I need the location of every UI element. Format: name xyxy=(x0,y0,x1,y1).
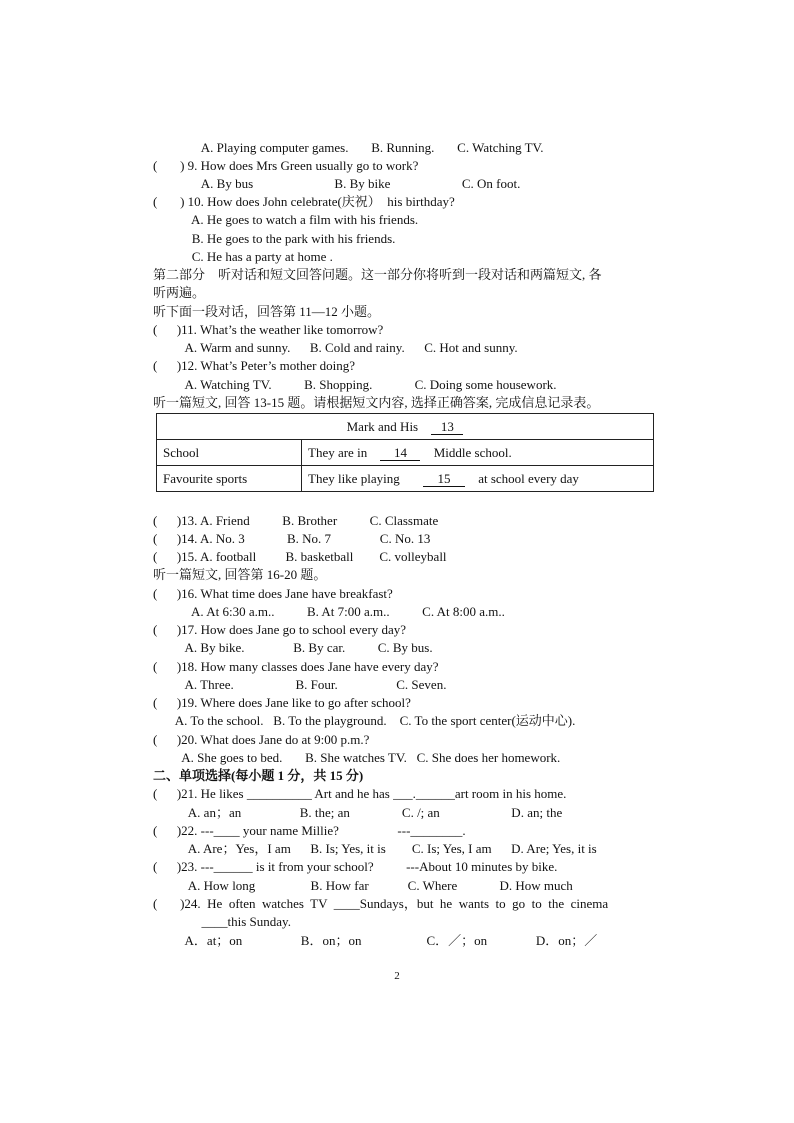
q12-options: A. Watching TV. B. Shopping. C. Doing some housework. xyxy=(156,377,557,392)
passage1-instruction: 听一篇短文, 回答 13-15 题。请根据短文内容, 选择正确答案, 完成信息记录表。 xyxy=(153,395,600,410)
q9-options: A. By bus B. By bike C. On foot. xyxy=(156,176,521,191)
q10-option-b: B. He goes to the park with his friends. xyxy=(156,231,396,246)
q21-stem: ( )21. He likes __________ Art and he has ___.______art room in his home. xyxy=(153,786,567,801)
q24-stem: ( )24. He often watches TV ____Sundays，but he wants to go to the cinema xyxy=(153,896,609,911)
q19-stem: ( )19. Where does Jane like to go after school? xyxy=(153,695,411,710)
blank-14: 14 xyxy=(380,446,420,461)
q23-options: A. How long B. How far C. Where D. How much xyxy=(156,878,573,893)
q24-options: A．at；on B．on；on C．／；on D．on；／ xyxy=(156,933,598,948)
blank-15: 15 xyxy=(423,472,465,487)
q18-stem: ( )18. How many classes does Jane have every day? xyxy=(153,659,439,674)
dialogue-instruction: 听下面一段对话，回答第 11—12 小题。 xyxy=(153,304,381,319)
q19-options: A. To the school. B. To the playground. C. To the sport center(运动中心). xyxy=(156,713,576,728)
table-title-row xyxy=(157,414,654,440)
q23-stem: ( )23. ---______ is it from your school? ---About 10 minutes by bike. xyxy=(153,859,558,874)
table-row xyxy=(157,440,654,466)
q22-options: A. Are；Yes，I am B. Is; Yes, it is C. Is; Yes, I am D. Are; Yes, it is xyxy=(156,841,597,856)
q21-options: A. an；an B. the; an C. /; an D. an; the xyxy=(156,805,563,820)
part2-instruction-cont: 听两遍。 xyxy=(153,285,206,300)
table-row xyxy=(157,466,654,492)
q22-stem: ( )22. ---____ your name Millie? ---________. xyxy=(153,823,466,838)
q24-stem-cont: ____this Sunday. xyxy=(156,914,291,929)
row-value-school xyxy=(302,440,654,466)
table-title-cell xyxy=(157,414,654,440)
q16-options: A. At 6:30 a.m.. B. At 7:00 a.m.. C. At 8:00 a.m.. xyxy=(156,604,505,619)
q10-option-a: A. He goes to watch a film with his friends. xyxy=(156,212,419,227)
page-number: 2 xyxy=(394,970,400,982)
row-label-school: School xyxy=(157,440,302,466)
q11-options: A. Warm and sunny. B. Cold and rainy. C. Hot and sunny. xyxy=(156,340,518,355)
blank-13: 13 xyxy=(431,420,463,435)
q9-stem: ( ) 9. How does Mrs Green usually go to work? xyxy=(153,158,419,173)
q10-stem: ( ) 10. How does John celebrate(庆祝） his birthday? xyxy=(153,194,455,209)
section-heading-single-choice: 二、单项选择(每小题 1 分，共 15 分) xyxy=(153,768,364,783)
q13: ( )13. A. Friend B. Brother C. Classmate xyxy=(153,513,439,528)
q20-options: A. She goes to bed. B. She watches TV. C. She does her homework. xyxy=(156,750,561,765)
q12-stem: ( )12. What’s Peter’s mother doing? xyxy=(153,358,356,373)
school-text-pre: They are in xyxy=(308,444,368,460)
q8-options: A. Playing computer games. B. Running. C. Watching TV. xyxy=(156,140,544,155)
q18-options: A. Three. B. Four. C. Seven. xyxy=(156,677,447,692)
part2-instruction: 第二部分 听对话和短文回答问题。这一部分你将听到一段对话和两篇短文, 各 xyxy=(153,267,602,282)
row-label-sports: Favourite sports xyxy=(157,466,302,492)
info-record-table xyxy=(156,413,654,492)
table-title: Mark and His xyxy=(346,418,419,434)
q14: ( )14. A. No. 3 B. No. 7 C. No. 13 xyxy=(153,531,431,546)
school-text-post: Middle school. xyxy=(433,444,512,460)
q16-stem: ( )16. What time does Jane have breakfast? xyxy=(153,586,393,601)
q11-stem: ( )11. What’s the weather like tomorrow? xyxy=(153,322,384,337)
sports-text-pre: They like playing xyxy=(308,470,400,486)
sports-text-post: at school every day xyxy=(478,470,579,486)
q17-options: A. By bike. B. By car. C. By bus. xyxy=(156,640,433,655)
q17-stem: ( )17. How does Jane go to school every day? xyxy=(153,622,407,637)
q20-stem: ( )20. What does Jane do at 9:00 p.m.? xyxy=(153,732,370,747)
passage2-instruction: 听一篇短文, 回答第 16-20 题。 xyxy=(153,567,327,582)
q10-option-c: C. He has a party at home . xyxy=(156,249,333,264)
row-value-sports xyxy=(302,466,654,492)
q15: ( )15. A. football B. basketball C. volleyball xyxy=(153,549,447,564)
